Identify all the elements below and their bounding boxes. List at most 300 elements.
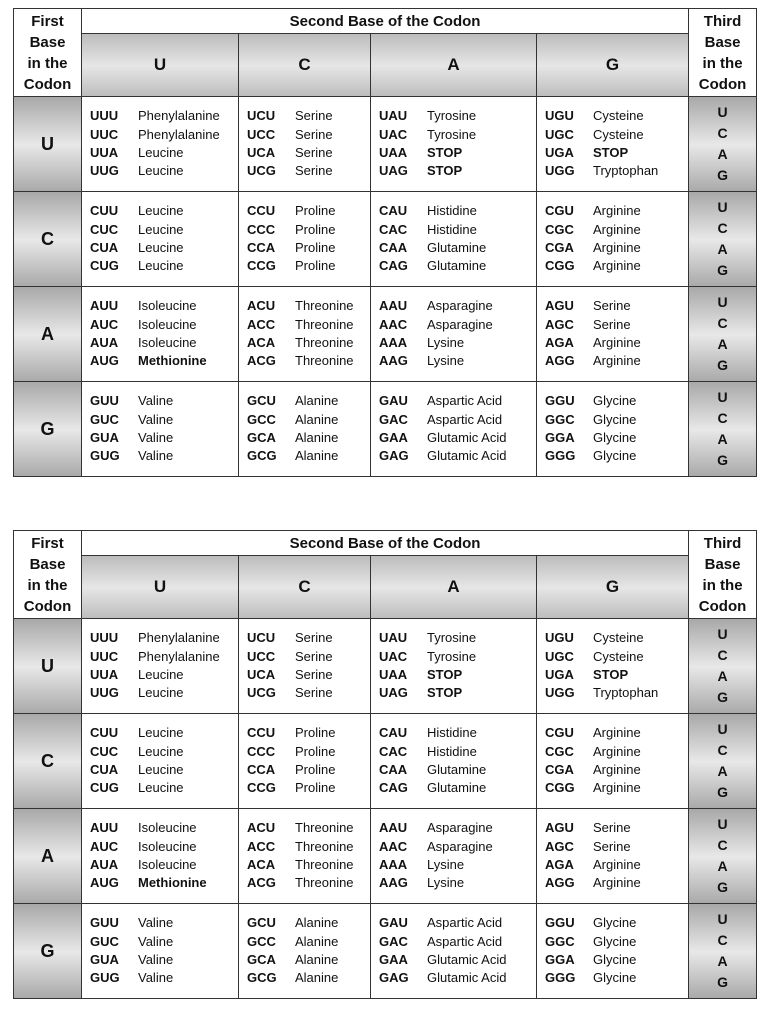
amino-acid: Aspartic Acid — [427, 411, 503, 427]
codon-entry — [545, 819, 688, 837]
codon-cell — [371, 287, 537, 382]
amino-acid: Leucine — [138, 258, 184, 274]
codon-entry — [90, 874, 238, 892]
amino-acid: Serine — [295, 667, 333, 682]
third-base-letter: A — [717, 431, 728, 447]
codon-entry — [545, 779, 688, 797]
amino-acid: Proline — [295, 780, 336, 796]
amino-acid: Arginine — [593, 203, 641, 219]
amino-acid: Glycine — [593, 933, 637, 949]
amino-acid: Methionine — [138, 353, 207, 369]
codon-row — [14, 287, 757, 382]
codon: UGU — [545, 108, 574, 124]
codon-cell — [537, 382, 689, 477]
codon-entry — [379, 411, 536, 429]
codon: CCG — [247, 258, 276, 274]
third-base-letter: G — [717, 974, 728, 990]
codon: AAC — [379, 316, 408, 332]
codon-entry — [90, 761, 238, 779]
codon-cell — [537, 904, 689, 999]
amino-acid: Phenylalanine — [138, 126, 220, 142]
codon: UGC — [545, 648, 574, 664]
codon-entry — [545, 969, 688, 987]
codon-entry — [90, 819, 238, 837]
third-base-letter: U — [717, 721, 728, 737]
codon-cell — [239, 192, 371, 287]
codon-entry — [247, 874, 370, 892]
codon: UUG — [90, 685, 119, 701]
amino-acid: STOP — [593, 145, 629, 160]
codon-table-top — [13, 8, 756, 477]
amino-acid: Threonine — [295, 316, 354, 332]
first-base-header-line: First — [31, 12, 64, 30]
first-base-header-line: in the — [27, 576, 68, 594]
codon: CGC — [545, 221, 574, 237]
first-base-header — [14, 9, 82, 97]
codon: CGC — [545, 743, 574, 759]
third-base-letter: G — [717, 689, 728, 705]
amino-acid: Glycine — [593, 448, 637, 464]
codon: GCU — [247, 393, 276, 409]
codon-entry — [379, 126, 536, 144]
codon-entry — [247, 429, 370, 447]
codon-cell — [537, 619, 689, 714]
codon: CAC — [379, 221, 408, 237]
third-base-letter: G — [717, 452, 728, 468]
codon: AAA — [379, 335, 408, 350]
codon-entry — [545, 951, 688, 969]
codon: GGA — [545, 952, 575, 967]
codon-cell — [537, 809, 689, 904]
codon: CUU — [90, 725, 119, 741]
amino-acid: Proline — [295, 221, 336, 237]
codon: UCU — [247, 630, 276, 646]
codon-row — [14, 714, 757, 809]
codon-entry — [90, 629, 238, 647]
codon: CUG — [90, 780, 119, 796]
amino-acid: Lysine — [427, 875, 465, 891]
amino-acid: Arginine — [593, 258, 641, 274]
codon: GUU — [90, 393, 119, 409]
amino-acid: Serine — [593, 838, 631, 854]
first-base-c: C — [14, 192, 82, 287]
amino-acid: Threonine — [295, 875, 354, 891]
third-base-letter: G — [717, 262, 728, 278]
codon: UUA — [90, 145, 119, 160]
amino-acid: Lysine — [427, 857, 465, 872]
first-base-header-line: Base — [29, 33, 66, 51]
codon: ACC — [247, 316, 276, 332]
codon: AUG — [90, 875, 119, 891]
codon: AUU — [90, 820, 119, 836]
codon: GAU — [379, 915, 408, 931]
amino-acid: Serine — [593, 316, 631, 332]
amino-acid: STOP — [427, 145, 463, 160]
codon: CAA — [379, 240, 408, 255]
amino-acid: Valine — [138, 952, 174, 967]
amino-acid: Threonine — [295, 353, 354, 369]
codon: UCC — [247, 126, 276, 142]
codon: CGA — [545, 762, 574, 777]
third-base-letter: C — [717, 647, 728, 663]
first-base-header — [14, 531, 82, 619]
codon-cell — [537, 714, 689, 809]
codon-entry — [247, 933, 370, 951]
codon-cell — [82, 97, 239, 192]
third-base-header-line: Base — [704, 555, 741, 573]
codon: GAG — [379, 970, 409, 986]
amino-acid: Proline — [295, 240, 336, 255]
codon-entry — [379, 239, 536, 257]
third-base-header-line: Codon — [698, 75, 747, 93]
amino-acid: Proline — [295, 725, 336, 741]
amino-acid: Glutamine — [427, 240, 487, 255]
amino-acid: Asparagine — [427, 316, 493, 332]
codon-entry — [545, 107, 688, 125]
codon-entry — [545, 126, 688, 144]
second-base-g: G — [537, 34, 689, 97]
codon: UAU — [379, 108, 408, 124]
codon: GUA — [90, 952, 119, 967]
codon: ACA — [247, 335, 276, 350]
third-base-letter: A — [717, 336, 728, 352]
codon: ACA — [247, 857, 276, 872]
codon-entry — [247, 743, 370, 761]
codon-entry — [90, 743, 238, 761]
amino-acid: STOP — [427, 685, 463, 701]
amino-acid: Valine — [138, 448, 174, 464]
codon-cell — [239, 382, 371, 477]
amino-acid: Cysteine — [593, 108, 644, 124]
amino-acid: Leucine — [138, 667, 184, 682]
codon: GUG — [90, 448, 120, 464]
codon: GGA — [545, 430, 575, 445]
codon-entry — [90, 969, 238, 987]
codon-entry — [247, 316, 370, 334]
codon-entry — [379, 162, 536, 180]
codon-entry — [379, 914, 536, 932]
amino-acid: Isoleucine — [138, 316, 197, 332]
amino-acid: Leucine — [138, 163, 184, 179]
amino-acid: Isoleucine — [138, 857, 197, 872]
codon-entry — [545, 838, 688, 856]
first-base-header-line: Codon — [23, 75, 72, 93]
codon-entry — [90, 447, 238, 465]
codon: UGC — [545, 126, 574, 142]
amino-acid: Serine — [295, 163, 333, 179]
codon: GAU — [379, 393, 408, 409]
codon-entry — [90, 411, 238, 429]
codon: CAA — [379, 762, 408, 777]
codon-row — [14, 619, 757, 714]
first-base-a: A — [14, 809, 82, 904]
second-base-title: Second Base of the Codon — [82, 531, 689, 556]
codon-entry — [247, 779, 370, 797]
codon: CGA — [545, 240, 574, 255]
codon: UAC — [379, 648, 408, 664]
third-base-header-line: Base — [704, 33, 741, 51]
codon-entry — [379, 202, 536, 220]
amino-acid: Serine — [295, 126, 333, 142]
third-base-letter: C — [717, 125, 728, 141]
codon-entry — [545, 856, 688, 874]
amino-acid: Cysteine — [593, 126, 644, 142]
codon-entry — [247, 239, 370, 257]
codon-entry — [379, 629, 536, 647]
codon-entry — [379, 779, 536, 797]
third-base-letter: A — [717, 763, 728, 779]
codon-cell — [82, 619, 239, 714]
codon: UCA — [247, 667, 276, 682]
codon: UUA — [90, 667, 119, 682]
codon-entry — [545, 162, 688, 180]
codon: AUG — [90, 353, 119, 369]
amino-acid: Glutamine — [427, 762, 487, 777]
codon-cell — [371, 619, 537, 714]
amino-acid: Threonine — [295, 857, 354, 872]
amino-acid: Isoleucine — [138, 335, 197, 350]
codon-entry — [379, 257, 536, 275]
amino-acid: Valine — [138, 933, 174, 949]
amino-acid: Histidine — [427, 221, 477, 237]
codon-entry — [90, 202, 238, 220]
first-base-c: C — [14, 714, 82, 809]
amino-acid: Glutamic Acid — [427, 430, 507, 445]
codon-entry — [90, 684, 238, 702]
amino-acid: Isoleucine — [138, 838, 197, 854]
first-base-header-line: in the — [27, 54, 68, 72]
codon: GUG — [90, 970, 120, 986]
amino-acid: Isoleucine — [138, 298, 197, 314]
codon-cell — [239, 904, 371, 999]
amino-acid: Phenylalanine — [138, 108, 220, 124]
amino-acid: Serine — [295, 630, 333, 646]
codon: CAC — [379, 743, 408, 759]
codon: GUC — [90, 411, 119, 427]
amino-acid: Leucine — [138, 725, 184, 741]
codon: CUG — [90, 258, 119, 274]
third-base-letter: C — [717, 742, 728, 758]
codon: GUU — [90, 915, 119, 931]
codon-entry — [90, 856, 238, 874]
third-base-header — [689, 9, 757, 97]
amino-acid: Tyrosine — [427, 648, 477, 664]
codon: AAG — [379, 353, 408, 369]
codon-entry — [247, 969, 370, 987]
codon-entry — [247, 447, 370, 465]
first-base-a: A — [14, 287, 82, 382]
third-base-cell — [689, 382, 757, 477]
codon: ACU — [247, 820, 276, 836]
codon-table — [13, 8, 757, 477]
codon-entry — [379, 933, 536, 951]
third-base-letter: C — [717, 220, 728, 236]
codon: CGU — [545, 203, 574, 219]
codon-entry — [379, 107, 536, 125]
codon: CCA — [247, 240, 276, 255]
amino-acid: Alanine — [295, 952, 339, 967]
third-base-letter: C — [717, 315, 728, 331]
codon-row — [14, 192, 757, 287]
codon-cell — [239, 714, 371, 809]
codon-entry — [90, 316, 238, 334]
codon-entry — [545, 743, 688, 761]
codon-entry — [379, 316, 536, 334]
codon: AGC — [545, 838, 574, 854]
amino-acid: Valine — [138, 411, 174, 427]
third-base-cell — [689, 287, 757, 382]
codon-entry — [90, 724, 238, 742]
codon-entry — [545, 648, 688, 666]
amino-acid: Alanine — [295, 915, 339, 931]
codon-entry — [247, 257, 370, 275]
codon-entry — [247, 856, 370, 874]
amino-acid: Arginine — [593, 762, 641, 777]
codon-row — [14, 904, 757, 999]
amino-acid: Glycine — [593, 411, 637, 427]
amino-acid: Serine — [593, 298, 631, 314]
second-base-u: U — [82, 34, 239, 97]
first-base-u: U — [14, 619, 82, 714]
amino-acid: Serine — [295, 648, 333, 664]
amino-acid: Histidine — [427, 203, 477, 219]
codon-entry — [545, 144, 688, 162]
codon: AAU — [379, 820, 408, 836]
codon-cell — [82, 904, 239, 999]
codon-cell — [82, 382, 239, 477]
codon-entry — [90, 392, 238, 410]
amino-acid: Alanine — [295, 430, 339, 445]
amino-acid: Leucine — [138, 240, 184, 255]
codon-entry — [379, 761, 536, 779]
amino-acid: Alanine — [295, 411, 339, 427]
codon-entry — [247, 914, 370, 932]
amino-acid: Leucine — [138, 685, 184, 701]
amino-acid: Glycine — [593, 430, 637, 445]
codon: AGC — [545, 316, 574, 332]
codon-entry — [379, 666, 536, 684]
codon-entry — [545, 202, 688, 220]
codon-entry — [545, 239, 688, 257]
amino-acid: Alanine — [295, 970, 339, 986]
amino-acid: Leucine — [138, 145, 184, 160]
codon-cell — [239, 97, 371, 192]
third-base-letter: U — [717, 626, 728, 642]
amino-acid: Asparagine — [427, 298, 493, 314]
third-base-header-line: Third — [703, 534, 742, 552]
amino-acid: Glutamic Acid — [427, 970, 507, 986]
codon: GAA — [379, 430, 408, 445]
codon-cell — [239, 619, 371, 714]
amino-acid: Isoleucine — [138, 820, 197, 836]
codon-entry — [247, 162, 370, 180]
codon-entry — [379, 838, 536, 856]
codon-entry — [545, 411, 688, 429]
amino-acid: Leucine — [138, 743, 184, 759]
codon: CUU — [90, 203, 119, 219]
amino-acid: Cysteine — [593, 648, 644, 664]
codon: GUC — [90, 933, 119, 949]
codon: CUC — [90, 743, 119, 759]
codon: ACU — [247, 298, 276, 314]
codon-table-bottom — [13, 530, 756, 999]
amino-acid: Tryptophan — [593, 163, 659, 179]
codon-entry — [90, 951, 238, 969]
codon-entry — [545, 874, 688, 892]
codon: CAU — [379, 725, 408, 741]
codon-cell — [537, 97, 689, 192]
amino-acid: Serine — [295, 685, 333, 701]
third-base-letter: C — [717, 837, 728, 853]
codon: GCC — [247, 411, 276, 427]
codon: UAA — [379, 145, 408, 160]
codon-cell — [82, 714, 239, 809]
codon-row — [14, 382, 757, 477]
codon-entry — [90, 144, 238, 162]
codon-entry — [247, 297, 370, 315]
codon-cell — [371, 192, 537, 287]
codon: ACG — [247, 875, 276, 891]
amino-acid: Alanine — [295, 448, 339, 464]
third-base-letter: G — [717, 784, 728, 800]
amino-acid: Arginine — [593, 875, 641, 891]
codon-entry — [545, 334, 688, 352]
amino-acid: Proline — [295, 203, 336, 219]
amino-acid: Asparagine — [427, 820, 493, 836]
codon-entry — [379, 743, 536, 761]
codon: UGU — [545, 630, 574, 646]
amino-acid: Alanine — [295, 393, 339, 409]
amino-acid: Arginine — [593, 335, 641, 350]
codon-entry — [247, 392, 370, 410]
codon: AUU — [90, 298, 119, 314]
amino-acid: Tyrosine — [427, 126, 477, 142]
codon: GCG — [247, 448, 277, 464]
amino-acid: Aspartic Acid — [427, 393, 503, 409]
codon: UCG — [247, 163, 276, 179]
amino-acid: Arginine — [593, 221, 641, 237]
second-base-u: U — [82, 556, 239, 619]
amino-acid: Glutamine — [427, 780, 487, 796]
codon: CUC — [90, 221, 119, 237]
codon-entry — [247, 951, 370, 969]
codon-entry — [90, 162, 238, 180]
codon: CUA — [90, 240, 119, 255]
codon-cell — [82, 192, 239, 287]
amino-acid: Glycine — [593, 952, 637, 967]
first-base-header-line: First — [31, 534, 64, 552]
codon: GCG — [247, 970, 277, 986]
codon: ACG — [247, 353, 276, 369]
amino-acid: Alanine — [295, 933, 339, 949]
amino-acid: Leucine — [138, 221, 184, 237]
third-base-letter: U — [717, 816, 728, 832]
codon-entry — [379, 297, 536, 315]
codon-entry — [247, 411, 370, 429]
codon: UCC — [247, 648, 276, 664]
codon-entry — [247, 648, 370, 666]
third-base-letter: A — [717, 668, 728, 684]
amino-acid: Serine — [295, 145, 333, 160]
codon-entry — [379, 856, 536, 874]
amino-acid: Asparagine — [427, 838, 493, 854]
third-base-header — [689, 531, 757, 619]
codon-entry — [90, 648, 238, 666]
amino-acid: Arginine — [593, 353, 641, 369]
codon-entry — [545, 914, 688, 932]
codon-entry — [247, 202, 370, 220]
amino-acid: Tryptophan — [593, 685, 659, 701]
